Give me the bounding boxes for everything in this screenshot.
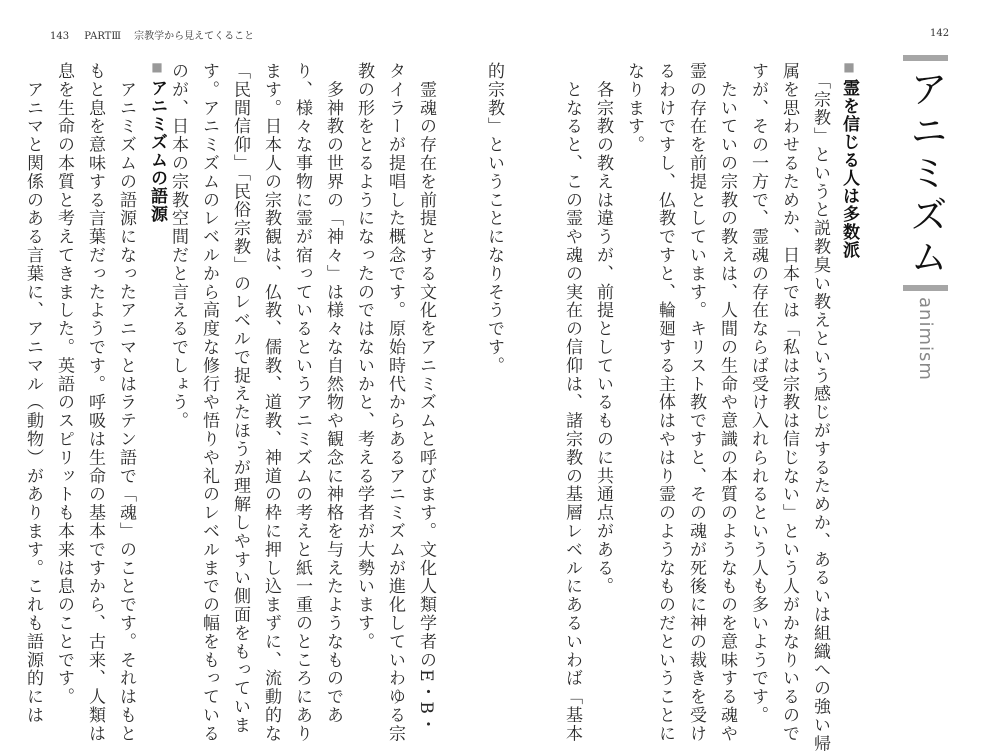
text-column: 「宗教」というと説教臭い教えという感じがするためか、あるいは組織への強い帰	[810, 62, 830, 753]
text-column: 息を生命の本質と考えてきました。英語のスピリットも本来は息のことです。	[54, 62, 74, 706]
text-column: 霊魂の存在を前提とする文化をアニミズムと呼びます。文化人類学者のE・B・	[416, 62, 436, 734]
title-bar-top	[903, 55, 948, 61]
text-column: タイラーが提唱した概念です。原始時代からあるアニミズムが進化していわゆる宗	[385, 62, 405, 743]
title-block	[903, 55, 948, 381]
title-bar-bottom	[903, 285, 948, 291]
part-label: PARTⅢ	[84, 31, 121, 42]
text-column: 「民間信仰」「民俗宗教」のレベルで捉えたほうが理解しやすい側面をもっていま	[230, 62, 250, 735]
text-column: ます。日本人の宗教観は、仏教、儒教、道教、神道の枠に押し込まずに、流動的な	[261, 62, 281, 743]
section-heading-text: アニミズムの語源	[147, 79, 167, 223]
right-page	[484, 0, 1000, 753]
chapter-title: 宗教学から見えてくること	[134, 31, 255, 42]
page-number: 142	[930, 28, 950, 39]
text-column: 属を思わせるためか、日本では「私は宗教は信じない」という人がかなりいるので	[779, 62, 799, 743]
text-column: アニマと関係のある言葉に、アニマル（動物）があります。これも語源的には	[23, 62, 43, 725]
text-column: 的宗教」ということになりそうです。	[484, 62, 504, 375]
text-column: アニミズムの語源になったアニマとはラテン語で「魂」のことです。それはもと	[116, 62, 136, 743]
text-column: 各宗教の教えは違うが、前提としているものに共通点がある。	[593, 62, 613, 596]
page-title-english: animism	[915, 297, 936, 381]
text-column: となると、この霊や魂の実在の信仰は、諸宗教の基層レベルにあるいわば「基本	[562, 62, 582, 743]
text-column: たいていの宗教の教えは、人間の生命や意識の本質のようなものを意味する魂や	[717, 62, 737, 743]
section-heading-text: 霊を信じる人は多数派	[839, 79, 859, 259]
text-column: 多神教の世界の「神々」は様々な自然物や観念に神格を与えたようなものであ	[323, 62, 343, 725]
running-head	[50, 27, 254, 42]
section-heading	[148, 60, 165, 223]
left-page	[0, 0, 504, 743]
text-column: 霊の存在を前提としています。キリスト教ですと、その魂が死後に神の裁きを受け	[686, 62, 706, 743]
text-column: 教の形をとるようになったのではないかと、考える学者が大勢います。	[354, 62, 374, 651]
text-column: のが、日本の宗教空間だと言えるでしょう。	[168, 62, 188, 430]
square-bullet-icon: ■	[150, 60, 164, 75]
square-bullet-icon: ■	[842, 60, 856, 75]
text-column: るわけですし、仏教ですと、輪廻する主体はやはり霊のようなものだということに	[655, 62, 675, 743]
text-column: なります。	[624, 62, 644, 154]
text-column: り、様々な事物に霊が宿っているというアニミズムの考えと紙一重のところにあり	[292, 62, 312, 743]
page-number: 143	[50, 31, 70, 42]
text-column: すが、その一方で、霊魂の存在ならば受け入れられるという人も多いようです。	[748, 62, 768, 725]
section-heading	[840, 60, 857, 259]
text-column: もと息を意味する言葉だったようです。呼吸は生命の基本ですから、古来、人類は	[85, 62, 105, 743]
page-title: アニミズム	[903, 69, 948, 279]
text-column: す。アニミズムのレベルから高度な修行や悟りや礼のレベルまでの幅をもっている	[199, 62, 219, 743]
